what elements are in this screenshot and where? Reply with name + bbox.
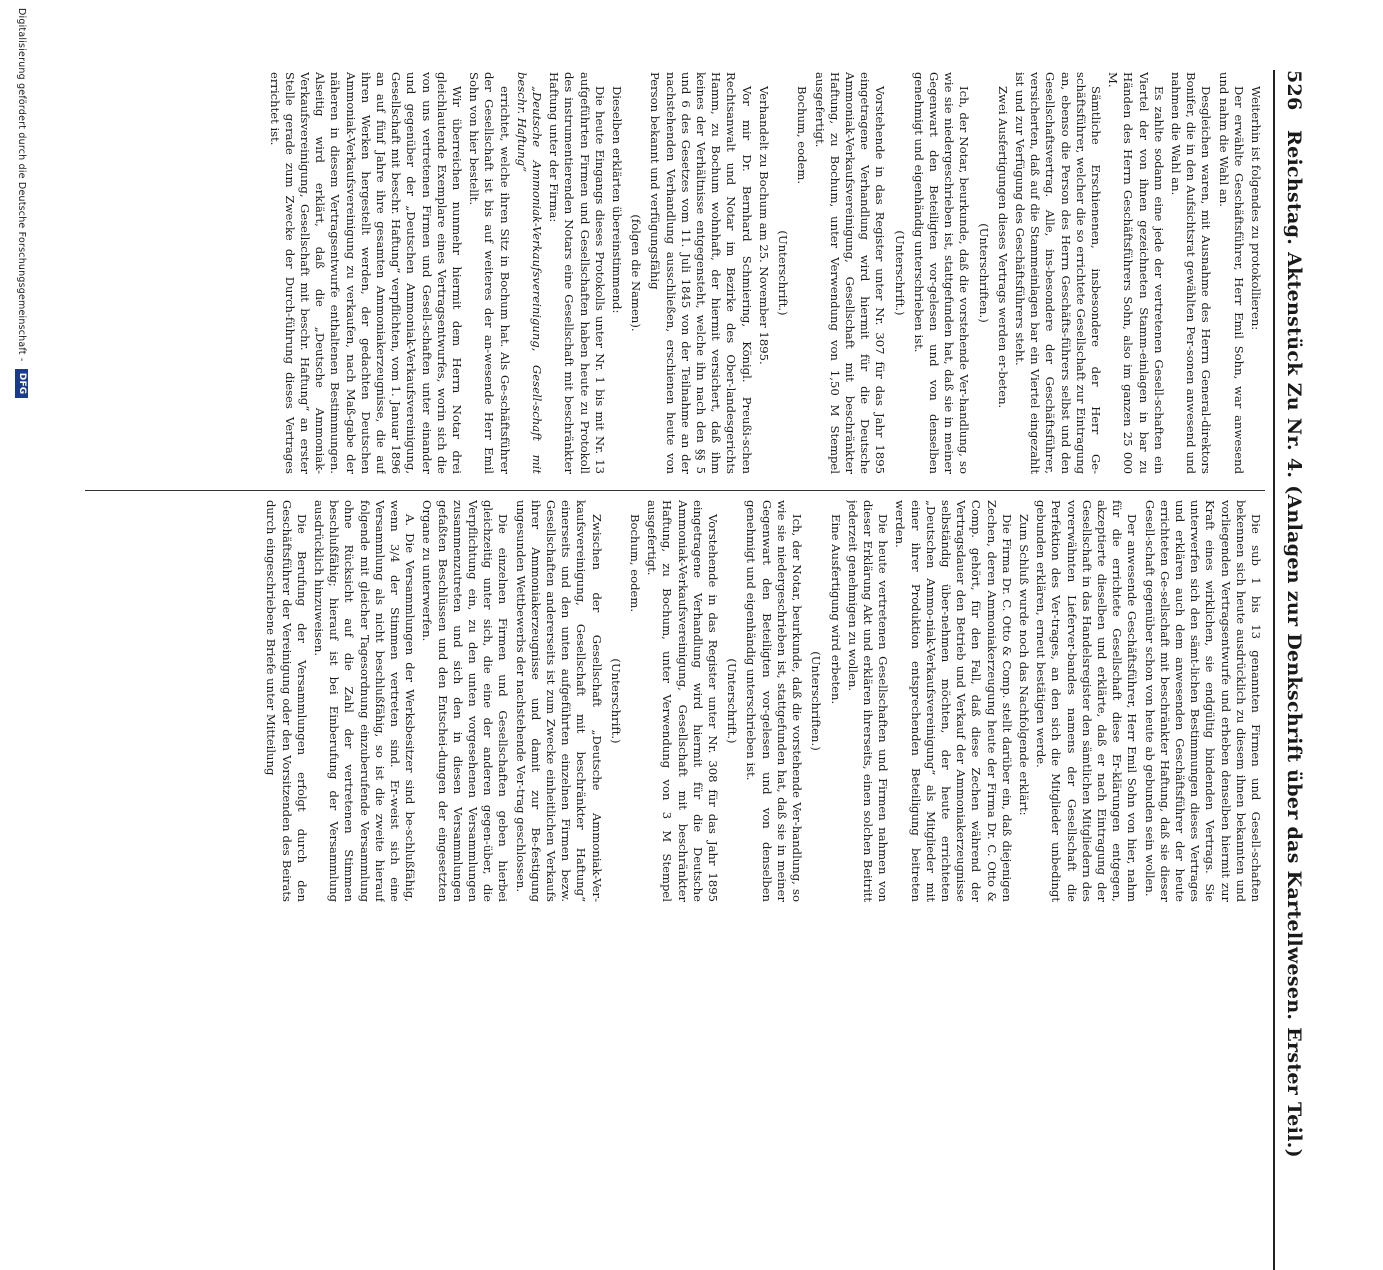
paragraph: Zwei Ausfertigungen dieses Vertrags werden er-beten.: [995, 86, 1010, 409]
paragraph: Die sub 1 bis 13 genannten Firmen und Gesell-schaften bekennen sich heute ausdrücklich zu diesem ihnen bekannten und vorliegenden Vertragsentwurfe und erheben denselben hiermit zur Kraft eines wirklichen, sie endgültig bindenden Vertrags. Sie unterwerfen sich den sämt-lichen Bestimmungen dieses Vertrages und erklären auch dem anwesenden Geschäftsführer der heute errichteten Ge-sellschaft mit beschränkter Haftung, daß sie dieser Gesell-schaft gegenüber schon von heute ab gebunden sein wollen.: [1142, 500, 1263, 902]
signature-note: (Unterschriften.): [976, 223, 991, 323]
signature-note: (Unterschrift.): [608, 658, 623, 744]
text-column-right: [93, 500, 1263, 902]
paragraph: Sämtliche Erschienenen, insbesondere der Herr Ge-schäftsführer, welcher die so errichtete Gesellschaft zur Eintragung an, ebenso die Person des Herrn Geschäfts-führers selbst und den Gesellschaftsvertrag. Alle, ins-besondere der Geschäftsführer, versicherten, daß auf die Stammeinlagen bar ein Viertel eingezahlt ist und zur Verfügung des Geschäftsführers steht.: [1012, 72, 1103, 474]
text-column-left: [93, 72, 1263, 474]
paragraph: Zwischen der Gesellschaft „Deutsche Ammoniak-Ver-kaufsvereinigung, Gesellschaft mit beschränkter Haftung“ einerseits und den unten aufgeführten einzelnen Firmen bezw. Gesellschaften andererseits ist zum Zwecke einheitlichen Verkaufs ihrer Ammoniakerzeugnisse und damit zur Be-festigung ungesunden Wettbewerbs der nachstehende Ver-trag geschlossen.: [513, 500, 604, 902]
header-rule: [1273, 70, 1275, 1270]
column-divider: [85, 490, 1265, 491]
running-header: [1279, 70, 1305, 1158]
paragraph: Verhandelt zu Bochum am 25. November 1895.: [756, 86, 771, 365]
page-number: 526: [1283, 70, 1305, 111]
paragraph: Der erwählte Geschäftsführer, Herr Emil Sohn, war anwesend und nahm die Wahl an.: [1216, 72, 1246, 474]
paragraph: Bochum, eodem.: [795, 86, 810, 185]
paragraph: Die heute vertretenen Gesellschaften und Firmen nahmen von dieser Erklärung Akt und erklären ihrerseits, einen solchen Beitritt jederzeit genehmigen zu wollen.: [845, 500, 891, 902]
paragraph: errichtet, welche ihren Sitz in Bochum hat. Als Ge-schäftsführer der Gesellschaft ist bis auf weiteres der an-wesende Herr Emil Sohn von hier bestellt.: [467, 72, 512, 474]
dfg-logo: DFG: [15, 369, 28, 399]
paragraph: Eine Ausfertigung wird erbeten.: [828, 514, 843, 705]
paragraph: „Deutsche Ammoniak-Verkaufsvereinigung, Gesell-schaft mit beschr. Haftung“: [514, 72, 545, 474]
paragraph: Bochum, eodem.: [628, 514, 643, 613]
paragraph: Die einzelnen Firmen und Gesellschaften geben hierbei gleichzeitig unter sich, die eine der anderen gegen-über, die Verpflichtung ein, zu den unten vorgesehenen Versammlungen zusammenzutreten und sich den in diesen Versammlungen gefaßten Beschlüssen und den Entschei-dungen der eingesetzten Organe zu unterwerfen.: [420, 500, 511, 902]
paragraph: Die Firma Dr. C. Otto & Comp. stellt darüber ein, daß diejenigen Zechen, deren Ammoniakerzeugung heute der Firma Dr. C. Otto & Comp. gehört, für den Fall, daß diese Zechen während der Vertragsdauer den Betrieb und Verkauf der Ammoniakerzeugnisse selbständig über-nehmen möchten, der heute errichteten „Deutschen Ammo-niak-Verkaufsvereinigung“ als Mitglieder mit einer ihrer Produktion entsprechenden Beteiligung beitreten werden.: [893, 500, 1014, 902]
paragraph: Ich, der Notar, beurkunde, daß die vorstehende Ver-handlung, so wie sie niedergeschrieben ist, stattgefunden hat, daß sie in meiner Gegenwart den Beteiligten vor-gelesen und von denselben genehmigt und eigenhändig unterschrieben ist.: [744, 500, 805, 902]
digitization-credit: [15, 8, 28, 988]
paragraph: Vor mir Dr. Bernhard Schmiering, Königl. Preußi-schen Rechtsanwalt und Notar im Bezirke des Ober-landesgerichts Hamm, zu Bochum wohnhaft, der hiermit versichert, daß ihm keines der Verhältnisse entgegensteht, welche ihn nach den §§ 5 und 6 des Gesetzes vom 11. Juli 1845 von der Teilnahme an der nachstehenden Verhandlung ausschließen, erschienen heute von Person bekannt und verfügungsfähig: [648, 72, 754, 474]
paragraph: Weiterhin ist folgendes zu protokollieren:: [1249, 86, 1263, 331]
signature-note: (Unterschrift.): [776, 230, 791, 316]
paragraph: Es zahlte sodann eine jede der vertretenen Gesell-schaften ein Viertel der von ihnen gezeichneten Stamm-einlagen in bar zu Händen des Herrn Geschäftsführers Sohn, also im ganzen 25 000 M.: [1106, 72, 1166, 474]
credit-text: Digitalisierung gefördert durch die Deutsche Forschungsgemeinschaft -: [16, 8, 27, 362]
paragraph: Zum Schluß wurde noch das Nachfolgende erklärt:: [1016, 514, 1031, 816]
paragraph: Die Berufung der Versammlungen erfolgt durch den Geschäftsführer der Vereinigung oder den Vorsitzenden des Beirats durch eingeschriebene Briefe unter Mitteilung: [264, 500, 309, 902]
paragraph: Vorstehende in das Register unter Nr. 307 für das Jahr 1895 eingetragene Verhandlung wird hiermit für die Deutsche Ammoniak-Verkaufsvereinigung, Gesellschaft mit beschränkter Haftung, zu Bochum, unter Verwendung von 1,50 M Stempel ausgefertigt.: [812, 72, 888, 474]
paragraph: Wir überreichen nunmehr hiermit dem Herrn Notar drei gleichlautende Exemplare eines Vertragsentwurfes, worin sich die von uns vertretenen Firmen und Gesell-schaften unter einander und gegenüber der „Deutschen Ammoniak-Verkaufsvereinigung, Gesellschaft mit beschr. Haftung“ verpflichten, vom 1. Januar 1896 an auf fünf Jahre ihre gesamten Ammoniakerzeugnisse, die auf ihren Werken hergestellt werden, der gedachten Deutschen Ammoniak-Verkaufsvereinigung zu verkaufen, nach Maß-gabe der näheren in diesem Vertragsentwurfe enthaltenen Bestimmungen. Alseitig wird erklärt, daß die „Deutsche Ammoniak-Verkaufsvereinigung, Gesellschaft mit beschr. Haftung“ an erster Stelle gerade zum Zwecke der Durch-führung dieses Vertrages errichtet ist.: [267, 72, 465, 474]
paragraph: Vorstehende in das Register unter Nr. 308 für das Jahr 1895 eingetragene Verhandlung wird hiermit für die Deutsche Ammoniak-Verkaufsvereinigung, Gesellschaft mit beschränkter Haftung, zu Bochum, unter Verwendung von 3 M Stempel ausgefertigt.: [645, 500, 721, 902]
page-title: Reichstag. Aktenstück Zu Nr. 4. (Anlagen zur Denkschrift über das Kartellwesen. Erster Teil.): [1283, 130, 1305, 1158]
paragraph: A. Die Versammlungen der Werksbesitzer sind be-schlußfähig, wenn 3/4 der Stimmen vertreten sind. Er-weist sich eine Versammlung als nicht beschlußfähig, so ist die zweite hierauf folgende mit gleicher Tagesordnung einzuberufende Versammlung ohne Rücksicht auf die Zahl der vertretenen Stimmen beschlußfähig; hierauf ist bei Einberufung der Versammlung ausdrücklich hinzuweisen.: [312, 500, 418, 902]
paragraph: Dieselben erklärten übereinstimmend:: [610, 86, 625, 314]
signature-note: (Unterschrift.): [892, 230, 907, 316]
paragraph: Ich, der Notar, beurkunde, daß die vorstehende Ver-handlung, so wie sie niedergeschrieben ist, stattgefunden hat, daß sie in meiner Gegenwart den Beteiligten vor-gelesen und von denselben genehmigt und eigenhändig unterschrieben ist.: [911, 72, 972, 474]
signature-note: (Unterschrift.): [725, 658, 740, 744]
signature-note: (folgen die Namen).: [629, 214, 644, 332]
paragraph: Die heute Eingangs dieses Protokolls unter Nr. 1 bis mit Nr. 13 aufgeführten Firmen und Gesellschaften haben heute zu Protokoll des instrumentierenden Notars eine Gesellschaft mit beschränkter Haftung unter der Firma:: [547, 72, 607, 474]
paragraph: Desgleichen waren, mit Ausnahme des Herrn General-direktors Bonifer, die in den Aufsichtsrat gewählten Per-sonen anwesend und nahmen die Wahl an.: [1168, 72, 1214, 474]
signature-note: (Unterschriften.): [809, 651, 824, 751]
paragraph: Der anwesende Geschäftsführer, Herr Emil Sohn von hier, nahm für die errichtete Gesellschaft diese Er-klärungen entgegen, akzeptierte dieselben und erklärte, daß er nach Eintragung der Gesellschaft in das Handelsregister den sämtlichen Mitgliedern des vorerwähnten Lieferver-bandes namens der Gesellschaft die Perfektion des Ver-trages, an den sich die Mitglieder unbedingt gebunden erklären, erneut bestätigen werde.: [1034, 500, 1140, 902]
